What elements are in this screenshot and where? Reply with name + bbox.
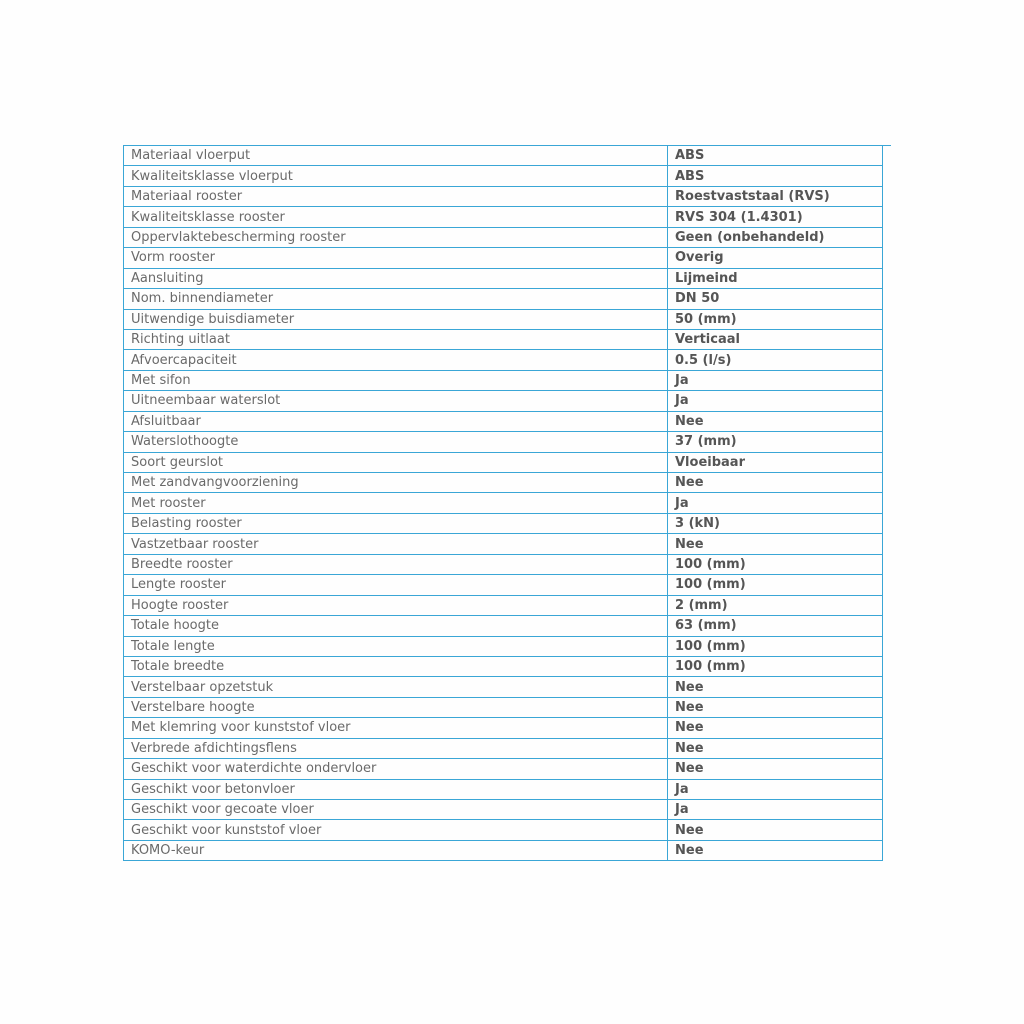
spec-label: Afsluitbaar (124, 411, 668, 431)
table-row (124, 513, 883, 533)
table-row (124, 473, 883, 493)
table-row (124, 718, 883, 738)
spec-value: Nee (668, 677, 883, 697)
table-row (124, 800, 883, 820)
spec-label: Vastzetbaar rooster (124, 534, 668, 554)
spec-value: Nee (668, 473, 883, 493)
table-row (124, 268, 883, 288)
spec-label: Afvoercapaciteit (124, 350, 668, 370)
spec-label: Hoogte rooster (124, 595, 668, 615)
table-row (124, 493, 883, 513)
spec-value: Lijmeind (668, 268, 883, 288)
table-row (124, 391, 883, 411)
spec-value: 100 (mm) (668, 656, 883, 676)
spec-label: Geschikt voor waterdichte ondervloer (124, 759, 668, 779)
spec-value: Ja (668, 370, 883, 390)
table-row (124, 309, 883, 329)
table-row (124, 820, 883, 840)
spec-value: 50 (mm) (668, 309, 883, 329)
table-row (124, 575, 883, 595)
table-row (124, 289, 883, 309)
spec-value: Ja (668, 800, 883, 820)
table-row (124, 554, 883, 574)
spec-value: Nee (668, 759, 883, 779)
table-row (124, 636, 883, 656)
spec-label: Kwaliteitsklasse rooster (124, 207, 668, 227)
spec-value: Nee (668, 840, 883, 860)
table-row (124, 779, 883, 799)
spec-label: Breedte rooster (124, 554, 668, 574)
spec-label: Aansluiting (124, 268, 668, 288)
spec-value: 2 (mm) (668, 595, 883, 615)
table-row (124, 656, 883, 676)
table-row (124, 759, 883, 779)
spec-label: Lengte rooster (124, 575, 668, 595)
spec-label: Kwaliteitsklasse vloerput (124, 166, 668, 186)
spec-value: Overig (668, 248, 883, 268)
spec-label: Oppervlaktebescherming rooster (124, 227, 668, 247)
spec-label: Totale hoogte (124, 616, 668, 636)
spec-value: 0.5 (l/s) (668, 350, 883, 370)
spec-value: Verticaal (668, 329, 883, 349)
spec-value: ABS (668, 166, 883, 186)
spec-label: Geschikt voor gecoate vloer (124, 800, 668, 820)
spec-label: Belasting rooster (124, 513, 668, 533)
spec-label: Materiaal rooster (124, 186, 668, 206)
spec-table (123, 145, 883, 861)
spec-label: Verstelbare hoogte (124, 697, 668, 717)
table-row (124, 370, 883, 390)
table-row (124, 166, 883, 186)
spec-label: Uitneembaar waterslot (124, 391, 668, 411)
spec-table-container (123, 145, 874, 861)
table-row (124, 840, 883, 860)
spec-label: Richting uitlaat (124, 329, 668, 349)
spec-label: KOMO-keur (124, 840, 668, 860)
spec-value: Roestvaststaal (RVS) (668, 186, 883, 206)
spec-value: Vloeibaar (668, 452, 883, 472)
table-row (124, 146, 883, 166)
spec-value: ABS (668, 146, 883, 166)
table-row (124, 452, 883, 472)
spec-label: Vorm rooster (124, 248, 668, 268)
spec-value: Ja (668, 493, 883, 513)
spec-label: Met rooster (124, 493, 668, 513)
spec-table-body (124, 146, 883, 861)
table-row (124, 248, 883, 268)
spec-label: Nom. binnendiameter (124, 289, 668, 309)
spec-label: Soort geurslot (124, 452, 668, 472)
spec-value: Nee (668, 718, 883, 738)
table-row (124, 595, 883, 615)
table-row (124, 534, 883, 554)
table-row (124, 207, 883, 227)
spec-label: Geschikt voor betonvloer (124, 779, 668, 799)
spec-value: Nee (668, 411, 883, 431)
spec-value: Nee (668, 534, 883, 554)
spec-value: 100 (mm) (668, 636, 883, 656)
spec-label: Verbrede afdichtingsflens (124, 738, 668, 758)
table-row (124, 411, 883, 431)
spec-value: Nee (668, 697, 883, 717)
spec-label: Geschikt voor kunststof vloer (124, 820, 668, 840)
spec-value: 63 (mm) (668, 616, 883, 636)
spec-value: Geen (onbehandeld) (668, 227, 883, 247)
spec-label: Uitwendige buisdiameter (124, 309, 668, 329)
spec-value: 100 (mm) (668, 575, 883, 595)
spec-label: Totale breedte (124, 656, 668, 676)
table-row (124, 329, 883, 349)
spec-value: Nee (668, 738, 883, 758)
spec-label: Met klemring voor kunststof vloer (124, 718, 668, 738)
table-row (124, 738, 883, 758)
table-row (124, 616, 883, 636)
table-row (124, 697, 883, 717)
table-row (124, 227, 883, 247)
spec-value: 3 (kN) (668, 513, 883, 533)
table-row (124, 186, 883, 206)
spec-label: Verstelbaar opzetstuk (124, 677, 668, 697)
spec-value: Ja (668, 391, 883, 411)
spec-label: Totale lengte (124, 636, 668, 656)
spec-value: DN 50 (668, 289, 883, 309)
spec-value: 100 (mm) (668, 554, 883, 574)
spec-label: Met zandvangvoorziening (124, 473, 668, 493)
spec-label: Materiaal vloerput (124, 146, 668, 166)
spec-value: Nee (668, 820, 883, 840)
table-row (124, 350, 883, 370)
spec-label: Met sifon (124, 370, 668, 390)
table-row (124, 432, 883, 452)
table-row (124, 677, 883, 697)
spec-value: Ja (668, 779, 883, 799)
spec-value: RVS 304 (1.4301) (668, 207, 883, 227)
spec-label: Waterslothoogte (124, 432, 668, 452)
spec-value: 37 (mm) (668, 432, 883, 452)
